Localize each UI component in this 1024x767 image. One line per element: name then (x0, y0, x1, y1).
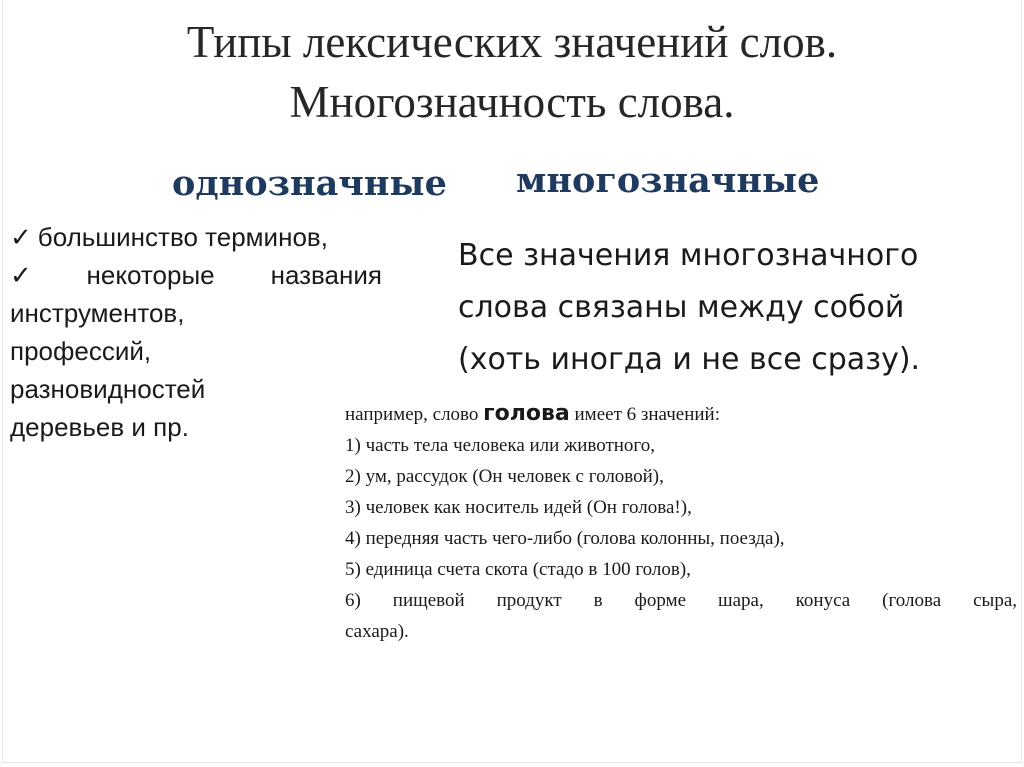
title-line-1: Типы лексических значений слов. (186, 17, 838, 67)
single-meaning-list (10, 218, 382, 446)
list-item-continuation: деревьев и пр. (10, 412, 189, 442)
slide-title (0, 12, 1024, 132)
example-block (345, 398, 1017, 647)
polysemy-description: Все значения многозначного слова связаны между собой (хоть иногда и не все сразу). (458, 238, 921, 377)
list-item-continuation: инструментов, (10, 298, 185, 328)
example-intro-text: имеет 6 значений: (569, 404, 720, 425)
list-item (10, 256, 382, 294)
list-item-text: некоторые (86, 260, 215, 290)
example-intro (345, 398, 1017, 430)
meaning-item: 6) пищевой продукт в форме шара, конуса (голова сыра, (345, 590, 1017, 611)
title-line-2: Многозначность слова. (289, 77, 735, 127)
list-item (10, 218, 382, 256)
heading-single-meaning: однозначные (172, 163, 447, 204)
meaning-item: 5) единица счета скота (стадо в 100 голов), (345, 559, 691, 580)
meaning-item: 2) ум, рассудок (Он человек с головой), (345, 466, 664, 487)
checkmark-icon: ✓ (10, 222, 32, 252)
list-item-text: названия (270, 260, 382, 290)
meaning-item: 1) часть тела человека или животного, (345, 435, 656, 456)
meaning-item: 4) передняя часть чего-либо (голова колонны, поезда), (345, 528, 785, 549)
meaning-item: сахара). (345, 621, 409, 642)
list-item-text: большинство терминов, (37, 222, 328, 252)
heading-multiple-meaning: многозначные (516, 160, 820, 201)
example-word: голова (483, 401, 570, 426)
list-item-continuation: профессий, (10, 336, 152, 366)
meaning-item: 3) человек как носитель идей (Он голова!), (345, 497, 692, 518)
checkmark-icon: ✓ (10, 260, 81, 290)
list-item-continuation: разновидностей (10, 374, 206, 404)
example-intro-text: например, слово (345, 404, 484, 425)
